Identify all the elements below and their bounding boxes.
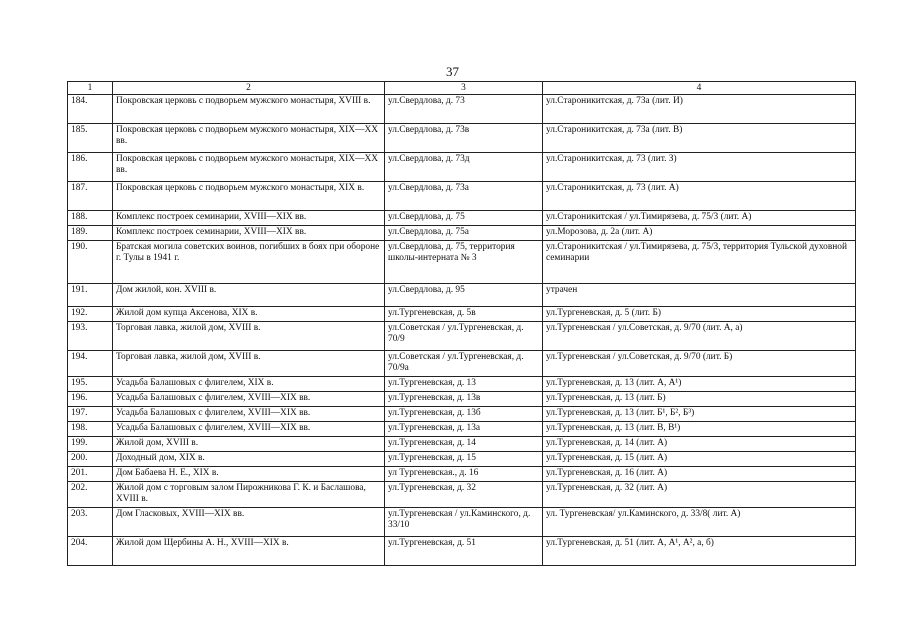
cell-address: ул.Тургеневская, д. 5в xyxy=(385,307,543,322)
cell-address: ул.Тургеневская, д. 32 xyxy=(385,482,543,508)
table-row xyxy=(68,452,856,467)
cell-num: 202. xyxy=(68,482,113,508)
cell-name: Дом Гласковых, XVIII—XIX вв. xyxy=(113,508,385,537)
table-row xyxy=(68,377,856,392)
cell-current: ул.Тургеневская, д. 13 (лит. В, В¹) xyxy=(543,422,856,437)
cell-address: ул.Свердлова, д. 95 xyxy=(385,284,543,307)
cell-address: ул.Свердлова, д. 73 xyxy=(385,95,543,124)
cell-name: Покровская церковь с подворьем мужского монастыря, XIX—XX вв. xyxy=(113,153,385,182)
cell-address: ул.Свердлова, д. 75 xyxy=(385,211,543,226)
column-header: 3 xyxy=(385,82,543,95)
cell-num: 204. xyxy=(68,537,113,566)
cell-address: ул.Свердлова, д. 75а xyxy=(385,226,543,241)
cell-current: ул.Староникитская / ул.Тимирязева, д. 75/3, территория Тульской духовной семинарии xyxy=(543,241,856,284)
cell-name: Усадьба Балашовых с флигелем, XVIII—XIX вв. xyxy=(113,422,385,437)
cell-num: 199. xyxy=(68,437,113,452)
cell-current: ул.Тургеневская, д. 51 (лит. А, А¹, А², а, б) xyxy=(543,537,856,566)
cell-name: Жилой дом, XVIII в. xyxy=(113,437,385,452)
table-row xyxy=(68,124,856,153)
cell-address: ул.Советская / ул.Тургеневская, д. 70/9 xyxy=(385,322,543,351)
cell-address: ул.Свердлова, д. 73а xyxy=(385,182,543,211)
cell-num: 185. xyxy=(68,124,113,153)
cell-num: 203. xyxy=(68,508,113,537)
cell-current: ул.Тургеневская / ул.Советская, д. 9/70 (лит. Б) xyxy=(543,351,856,377)
cell-num: 195. xyxy=(68,377,113,392)
table-row xyxy=(68,437,856,452)
table-row xyxy=(68,467,856,482)
table-row xyxy=(68,482,856,508)
cell-address: ул.Свердлова, д. 73д xyxy=(385,153,543,182)
table-row xyxy=(68,422,856,437)
cell-current: ул.Тургеневская, д. 15 (лит. А) xyxy=(543,452,856,467)
table-row xyxy=(68,241,856,284)
cell-num: 187. xyxy=(68,182,113,211)
cell-num: 188. xyxy=(68,211,113,226)
cell-num: 194. xyxy=(68,351,113,377)
cell-current: утрачен xyxy=(543,284,856,307)
table-row xyxy=(68,182,856,211)
column-header: 2 xyxy=(113,82,385,95)
cell-current: ул.Тургеневская, д. 16 (лит. А) xyxy=(543,467,856,482)
table-row xyxy=(68,153,856,182)
cell-num: 189. xyxy=(68,226,113,241)
cell-address: ул.Тургеневская, д. 13 xyxy=(385,377,543,392)
cell-num: 197. xyxy=(68,407,113,422)
table-row xyxy=(68,392,856,407)
monuments-table xyxy=(67,81,856,566)
cell-name: Дом жилой, кон. XVIII в. xyxy=(113,284,385,307)
cell-num: 196. xyxy=(68,392,113,407)
cell-address: ул.Тургеневская / ул.Каминского, д. 33/10 xyxy=(385,508,543,537)
cell-num: 198. xyxy=(68,422,113,437)
table-row xyxy=(68,284,856,307)
cell-current: ул.Староникитская, д. 73а (лит. И) xyxy=(543,95,856,124)
cell-address: ул.Тургеневская, д. 13а xyxy=(385,422,543,437)
cell-name: Братская могила советских воинов, погибших в боях при обороне г. Тулы в 1941 г. xyxy=(113,241,385,284)
cell-address: ул.Свердлова, д. 73в xyxy=(385,124,543,153)
cell-name: Усадьба Балашовых с флигелем, XVIII—XIX вв. xyxy=(113,407,385,422)
table-row xyxy=(68,537,856,566)
table-row xyxy=(68,351,856,377)
cell-current: ул. Тургеневская/ ул.Каминского, д. 33/8( лит. А) xyxy=(543,508,856,537)
cell-current: ул.Тургеневская, д. 13 (лит. Б¹, Б², Б³) xyxy=(543,407,856,422)
cell-name: Покровская церковь с подворьем мужского монастыря, XIX—XX вв. xyxy=(113,124,385,153)
cell-num: 184. xyxy=(68,95,113,124)
cell-name: Жилой дом купца Аксенова, XIX в. xyxy=(113,307,385,322)
column-header: 1 xyxy=(68,82,113,95)
cell-current: ул.Тургеневская / ул.Советская, д. 9/70 (лит. А, а) xyxy=(543,322,856,351)
cell-current: ул.Тургеневская, д. 32 (лит. А) xyxy=(543,482,856,508)
cell-name: Торговая лавка, жилой дом, XVIII в. xyxy=(113,322,385,351)
cell-name: Торговая лавка, жилой дом, XVIII в. xyxy=(113,351,385,377)
table-row xyxy=(68,211,856,226)
cell-current: ул.Тургеневская, д. 14 (лит. А) xyxy=(543,437,856,452)
cell-current: ул.Тургеневская, д. 5 (лит. Б) xyxy=(543,307,856,322)
column-header: 4 xyxy=(543,82,856,95)
cell-address: ул.Тургеневская, д. 14 xyxy=(385,437,543,452)
cell-name: Комплекс построек семинарии, XVIII—XIX вв. xyxy=(113,211,385,226)
cell-address: ул Тургеневская., д. 16 xyxy=(385,467,543,482)
cell-current: ул.Староникитская / ул.Тимирязева, д. 75/3 (лит. А) xyxy=(543,211,856,226)
cell-current: ул.Тургеневская, д. 13 (лит. А, А¹) xyxy=(543,377,856,392)
cell-num: 192. xyxy=(68,307,113,322)
cell-name: Дом Бабаева Н. Е., XIX в. xyxy=(113,467,385,482)
cell-name: Покровская церковь с подворьем мужского монастыря, XVIII в. xyxy=(113,95,385,124)
cell-address: ул.Тургеневская, д. 13б xyxy=(385,407,543,422)
cell-name: Жилой дом Щербины А. Н., XVIII—XIX в. xyxy=(113,537,385,566)
cell-name: Покровская церковь с подворьем мужского монастыря, XIX в. xyxy=(113,182,385,211)
table-row xyxy=(68,226,856,241)
cell-num: 191. xyxy=(68,284,113,307)
table-row xyxy=(68,407,856,422)
cell-name: Доходный дом, XIX в. xyxy=(113,452,385,467)
header-row xyxy=(68,82,856,95)
cell-num: 193. xyxy=(68,322,113,351)
cell-name: Усадьба Балашовых с флигелем, XVIII—XIX вв. xyxy=(113,392,385,407)
cell-address: ул.Тургеневская, д. 13в xyxy=(385,392,543,407)
table-row xyxy=(68,508,856,537)
cell-current: ул.Морозова, д. 2а (лит. А) xyxy=(543,226,856,241)
cell-current: ул.Тургеневская, д. 13 (лит. Б) xyxy=(543,392,856,407)
cell-address: ул.Тургеневская, д. 51 xyxy=(385,537,543,566)
cell-current: ул.Староникитская, д. 73 (лит. А) xyxy=(543,182,856,211)
cell-num: 200. xyxy=(68,452,113,467)
cell-address: ул.Тургеневская, д. 15 xyxy=(385,452,543,467)
cell-current: ул.Староникитская, д. 73 (лит. З) xyxy=(543,153,856,182)
table-row xyxy=(68,322,856,351)
cell-name: Жилой дом с торговым залом Пирожникова Г. К. и Баслашова, XVIII в. xyxy=(113,482,385,508)
cell-name: Комплекс построек семинарии, XVIII—XIX вв. xyxy=(113,226,385,241)
cell-current: ул.Староникитская, д. 73а (лит. В) xyxy=(543,124,856,153)
cell-num: 186. xyxy=(68,153,113,182)
table-row xyxy=(68,95,856,124)
cell-address: ул.Свердлова, д. 75, территория школы-интерната № 3 xyxy=(385,241,543,284)
table-row xyxy=(68,307,856,322)
cell-num: 201. xyxy=(68,467,113,482)
cell-address: ул.Советская / ул.Тургеневская, д. 70/9а xyxy=(385,351,543,377)
page-number: 37 xyxy=(446,64,459,79)
cell-num: 190. xyxy=(68,241,113,284)
table-body xyxy=(68,95,856,566)
cell-name: Усадьба Балашовых с флигелем, XIX в. xyxy=(113,377,385,392)
